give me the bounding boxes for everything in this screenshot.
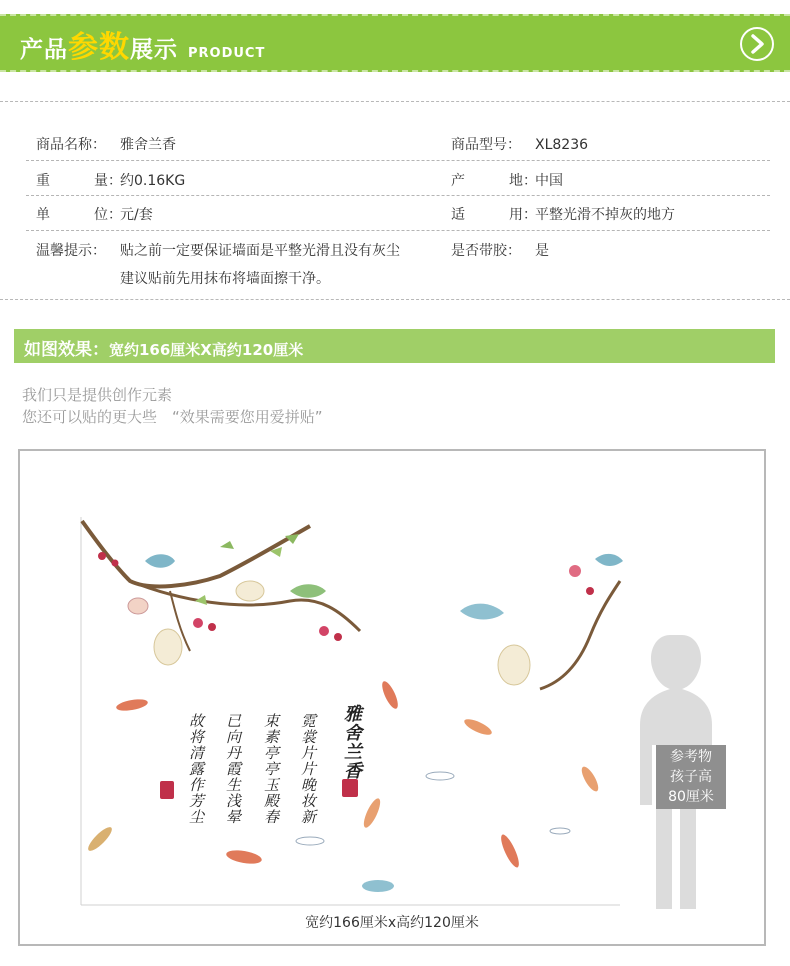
spec-origin-colon: ： [523,173,537,189]
chevron-right-icon [742,29,772,59]
kid-label-line1: 参考物 [670,749,712,765]
spec-use-value: 平整光滑不掉灰的地方 [535,207,675,223]
product-illustration [18,449,766,946]
note-line1: 我们只是提供创作元素 [22,386,173,404]
header-banner [0,14,790,72]
header-title-part1: 产品 [20,37,68,63]
spec-tip [36,240,400,260]
header-title-en: PRODUCT [188,46,266,61]
note-line2: 您还可以贴的更大些 “效果需要您用爱拼贴” [22,408,323,426]
effect-size: 宽约166厘米X高约120厘米 [109,341,304,359]
spec-model [451,134,588,154]
poem-line-1: 霓裳片片晚妆新 [299,713,317,825]
spec-model-label: 商品型号： [451,137,521,153]
spec-tip-line2: 建议贴前先用抹布将墙面擦干净。 [120,271,330,287]
effect-title-label: 如图效果： [24,340,109,360]
spec-weight [36,170,185,190]
kid-label-line2: 孩子高 [670,769,712,785]
spec-use-colon: ： [523,207,537,223]
spec-weight-value: 约0.16KG [120,173,186,189]
spec-name [36,134,176,154]
spec-unit-colon: ： [108,207,122,223]
poem-title: 雅舍兰香 [341,704,362,780]
wall-sticker-art [20,451,764,944]
poem-line-2: 束素亭亭玉殿春 [262,713,280,825]
spec-origin-label: 产 地 [451,173,523,189]
reference-child-label [656,745,726,809]
spec-weight-label: 重 量 [36,173,108,189]
header-title-part3: 展示 [130,37,178,63]
spec-use-label: 适 用 [451,207,523,223]
size-caption: 宽约166厘米x高约120厘米 [305,915,479,931]
spec-tip-line1: 贴之前一定要保证墙面是平整光滑且没有灰尘 [120,243,400,259]
spec-tip-label: 温馨提示： [36,243,106,259]
spec-unit [36,204,153,224]
spec-unit-value: 元/套 [120,207,153,223]
spec-use [451,204,675,224]
effect-bar [14,329,775,363]
spec-glue [451,240,549,260]
row-divider [26,230,770,231]
divider [0,101,790,102]
spec-glue-value: 是 [535,243,549,259]
poem-line-3: 已向丹霞生浅晕 [224,713,242,825]
spec-name-value: 雅舍兰香 [120,137,176,153]
spec-unit-label: 单 位 [36,207,108,223]
effect-title [24,335,303,360]
spec-origin [451,170,563,190]
header-title-part2: 参数 [68,30,130,65]
spec-model-value: XL8236 [535,137,589,153]
next-arrow-button[interactable] [740,27,774,61]
kid-label-line3: 80厘米 [668,789,714,805]
row-divider [26,195,770,196]
spec-origin-value: 中国 [535,173,563,189]
divider [0,299,790,300]
spec-weight-colon: ： [108,173,122,189]
spec-glue-label: 是否带胶： [451,243,521,259]
spec-name-label: 商品名称： [36,137,106,153]
header-title [20,22,265,66]
poem-line-4: 故将清露作芳尘 [187,713,205,825]
row-divider [26,160,770,161]
